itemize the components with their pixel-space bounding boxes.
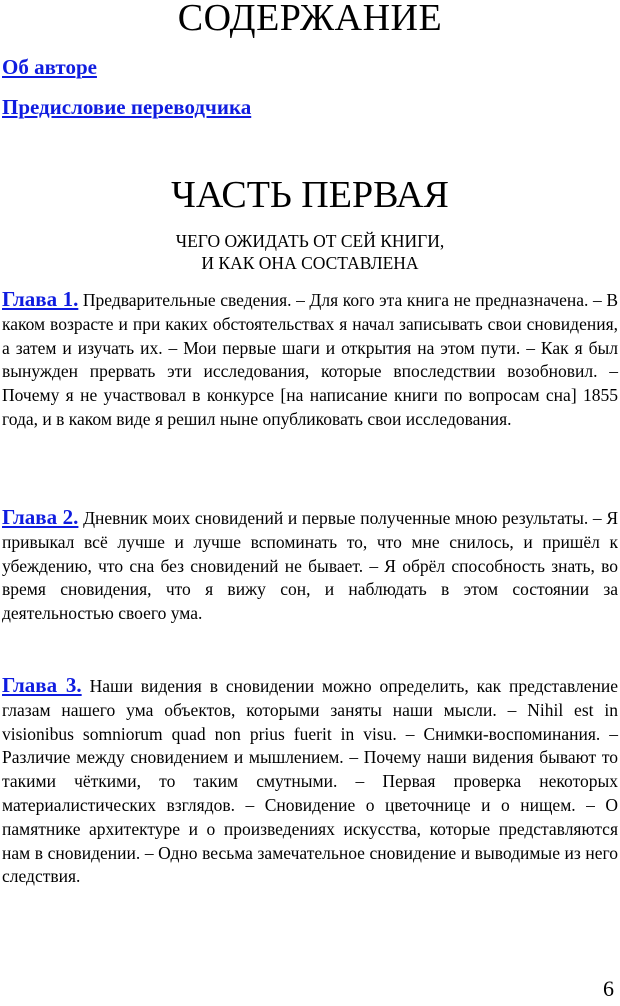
part-subtitle-line-1: ЧЕГО ОЖИДАТЬ ОТ СЕЙ КНИГИ, xyxy=(175,231,445,251)
chapter-2-summary: Дневник моих сновидений и первые полученные мною результаты. – Я привыкал всё лучше и лучше вспоминать то, что мне снилось, и пришёл к убеждению, что сна без сновидений не бывает. – Я обрёл способность знать, во время сновидения, что я вижу сон, и наблюдать в этом состоянии за деятельностью своего ума. xyxy=(2,508,618,624)
about-author-link[interactable]: Об авторе xyxy=(2,55,97,79)
chapter-3-entry xyxy=(2,674,618,889)
chapter-3-summary: Наши видения в сновидении можно определить, как представление глазам нашего ума объектов, которыми заняты наши мысли. – Nihil est in visionibus somniorum quad non prius fuerit in visu. – Снимки-воспоминания. – Различие между сновидением и мышлением. – Почему наши видения бывают то такими чёткими, то таким смутными. – Первая проверка некоторых материалистических взглядов. – Сновидение о цветочнице и о нищем. – О памятнике архитектуре и о произведениях искусства, которые представляются нам в сновидении. – Одно весьма замечательное сновидение и выводимые из него следствия. xyxy=(2,676,619,887)
part-subtitle-line-2: И КАК ОНА СОСТАВЛЕНА xyxy=(201,253,419,273)
translator-preface-link[interactable]: Предисловие переводчика xyxy=(2,95,252,119)
chapter-2-entry xyxy=(2,506,618,626)
chapter-1-link[interactable]: Глава 1. xyxy=(2,287,79,311)
chapter-3-link[interactable]: Глава 3. xyxy=(2,673,82,697)
page-title: СОДЕРЖАНИЕ xyxy=(177,0,443,39)
chapter-1-entry xyxy=(2,288,618,432)
page-number: 6 xyxy=(603,976,614,1001)
part-title: ЧАСТЬ ПЕРВАЯ xyxy=(171,174,449,216)
chapter-2-link[interactable]: Глава 2. xyxy=(2,505,79,529)
part-subtitle xyxy=(0,230,620,274)
chapter-1-summary: Предварительные сведения. – Для кого эта книга не предназначена. – В каком возрасте и при каких обстоятельствах я начал записывать свои сновидения, а затем и изучать их. – Мои первые шаги и открытия на этом пути. – Как я был вынужден прервать эти исследования, которые впоследствии возобновил. – Почему я не участвовал в конкурсе [на написание книги по вопросам сна] 1855 года, и в каком виде я решил ныне опубликовать свои исследования. xyxy=(2,290,619,429)
